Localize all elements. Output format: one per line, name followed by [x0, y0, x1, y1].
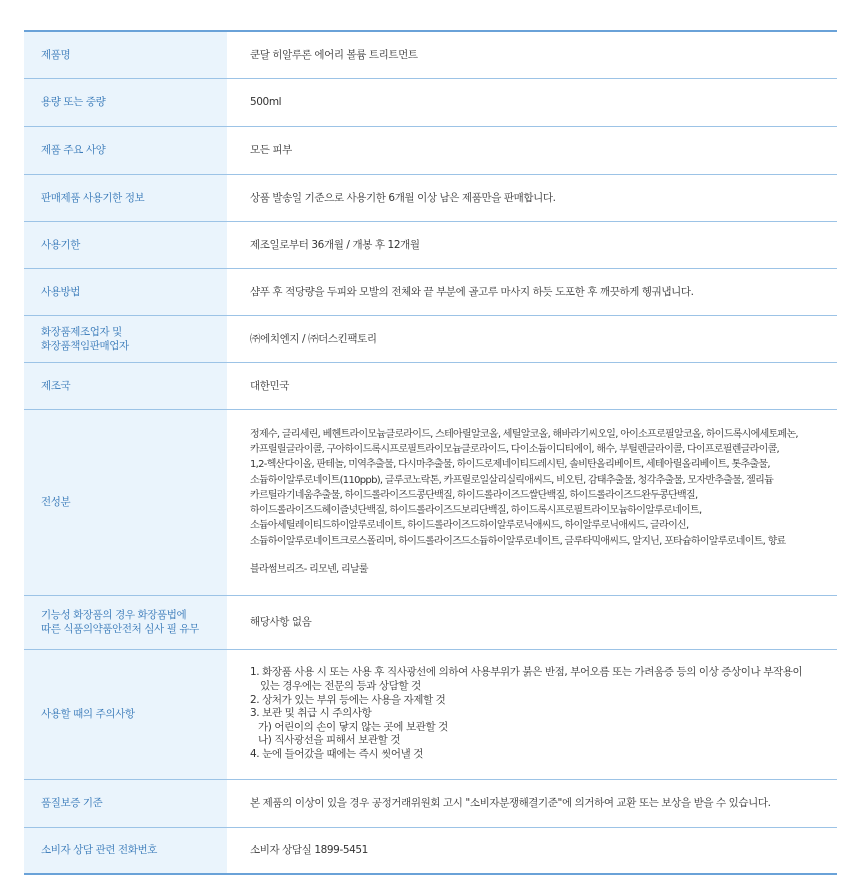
precaution-line: 3. 보관 및 취급 시 주의사항	[250, 707, 372, 720]
ingredient-line: 정제수, 글리세린, 베헨트라이모늄클로라이드, 스테아릴알코올, 세틸알코올, 해바라기씨오일, 아이소프로필알코올, 하이드록시에세토페논,	[250, 428, 798, 440]
row-value-sale-expiry-info: 상품 발송일 기준으로 사용기한 6개월 이상 남은 제품만을 판매합니다.	[227, 174, 837, 221]
table-row	[24, 268, 837, 315]
table-row	[24, 174, 837, 221]
table-row	[24, 827, 837, 874]
table-row	[24, 779, 837, 827]
row-value-country: 대한민국	[227, 362, 837, 409]
label-line: 기능성 화장품의 경우 화장품법에	[41, 609, 187, 621]
row-value-functional-cosmetic: 해당사항 없음	[227, 595, 837, 649]
label-line: 화장품책임판매업자	[41, 339, 129, 352]
row-label-product-name: 제품명	[24, 31, 227, 78]
table-row	[24, 126, 837, 174]
precaution-line: 1. 화장품 사용 시 또는 사용 후 직사광선에 의하여 사용부위가 붉은 반점, 부어오름 또는 가려움증 등의 이상 증상이나 부작용이	[250, 666, 803, 679]
table-row	[24, 31, 837, 78]
row-label-sale-expiry-info: 판매제품 사용기한 정보	[24, 174, 227, 221]
precaution-line: 4. 눈에 들어갔을 때에는 즉시 씻어낼 것	[250, 747, 423, 760]
row-label-country: 제조국	[24, 362, 227, 409]
row-value-ingredients	[227, 409, 837, 595]
product-info-table-container	[24, 30, 837, 875]
ingredient-line: 하이드롤라이즈드헤이즐넛단백질, 하이드롤라이즈드보리단백질, 하이드록시프로필트라이모늄하이알루로네이트,	[250, 505, 702, 517]
label-line: 화장품제조업자 및	[41, 325, 122, 338]
row-label-usage: 사용방법	[24, 268, 227, 315]
row-label-functional-cosmetic	[24, 595, 227, 649]
row-label-ingredients: 전성분	[24, 409, 227, 595]
precaution-line: 가) 어린이의 손이 닿지 않는 곳에 보관할 것	[258, 720, 448, 733]
ingredient-line: 소듐아세틸레이티드하이알루로네이트, 하이드롤라이즈드하이알루로닉애씨드, 하이알루로닉애씨드, 글라이신,	[250, 520, 689, 532]
row-label-expiry: 사용기한	[24, 221, 227, 268]
row-value-expiry: 제조일로부터 36개월 / 개봉 후 12개월	[227, 221, 837, 268]
precaution-line: 있는 경우에는 전문의 등과 상담할 것	[260, 680, 421, 693]
table-row	[24, 409, 837, 595]
row-value-main-spec: 모든 피부	[227, 126, 837, 174]
ingredient-spacer	[250, 549, 817, 562]
fragrance-allergen-line: 블라썸브리즈- 리모넨, 리날룰	[250, 564, 368, 576]
row-value-precautions	[227, 649, 837, 779]
row-value-quality-assurance: 본 제품의 이상이 있을 경우 공정거래위원회 고시 "소비자분쟁해결기준"에 의거하여 교환 또는 보상을 받을 수 있습니다.	[227, 779, 837, 827]
ingredient-line: 카르틸라기네움추출물, 하이드롤라이즈드콩단백질, 하이드롤라이즈드쌀단백질, 하이드롤라이즈드완두콩단백질,	[250, 489, 698, 501]
ingredient-line: 1,2-헥산다이올, 판테놀, 미역추출물, 다시마추출물, 하이드로제네이티드레시틴, 솔비탄올리베이트, 세테아릴올리베이트, 톳추출물,	[250, 459, 770, 471]
row-label-main-spec: 제품 주요 사양	[24, 126, 227, 174]
row-value-product-name: 쿤달 히알루론 에어리 볼륨 트리트먼트	[227, 31, 837, 78]
table-row	[24, 78, 837, 126]
row-value-consumer-phone: 소비자 상담실 1899-5451	[227, 827, 837, 874]
product-info-table	[24, 30, 837, 875]
row-label-volume: 용량 또는 중량	[24, 78, 227, 126]
label-line: 따른 식품의약품안전처 심사 필 유무	[41, 623, 199, 635]
row-label-quality-assurance: 품질보증 기준	[24, 779, 227, 827]
row-value-volume: 500ml	[227, 78, 837, 126]
row-value-manufacturer: ㈜에치엔지 / ㈜더스킨팩토리	[227, 315, 837, 362]
ingredient-line: 소듐하이알루로네이트크로스폴리머, 하이드롤라이즈드소듐하이알루로네이트, 글루타믹애씨드, 알지닌, 포타슘하이알루로네이트, 향료	[250, 535, 786, 547]
row-label-consumer-phone: 소비자 상담 관련 전화번호	[24, 827, 227, 874]
row-label-precautions: 사용할 때의 주의사항	[24, 649, 227, 779]
table-row	[24, 595, 837, 649]
row-value-usage: 샴푸 후 적당량을 두피와 모발의 전체와 끝 부분에 골고루 마사지 하듯 도포한 후 깨끗하게 헹궈냅니다.	[227, 268, 837, 315]
precaution-line: 2. 상처가 있는 부위 등에는 사용을 자제할 것	[250, 693, 446, 706]
ingredient-line: 카프릴릴글라이콜, 구아하이드록시프로필트라이모늄클로라이드, 다이소듐이디티에이, 해수, 부틸렌글라이콜, 다이프로필렌글라이콜,	[250, 443, 780, 455]
precaution-line: 나) 직사광선을 피해서 보관할 것	[258, 734, 401, 747]
row-label-manufacturer	[24, 315, 227, 362]
table-row	[24, 315, 837, 362]
table-row	[24, 221, 837, 268]
table-row	[24, 649, 837, 779]
table-row	[24, 362, 837, 409]
ingredient-line: 소듐하이알루로네이트(110ppb), 글루코노락톤, 카프릴로일살리실릭애씨드, 비오틴, 감태추출물, 청각추출물, 모자반추출물, 젤리듐	[250, 474, 774, 486]
